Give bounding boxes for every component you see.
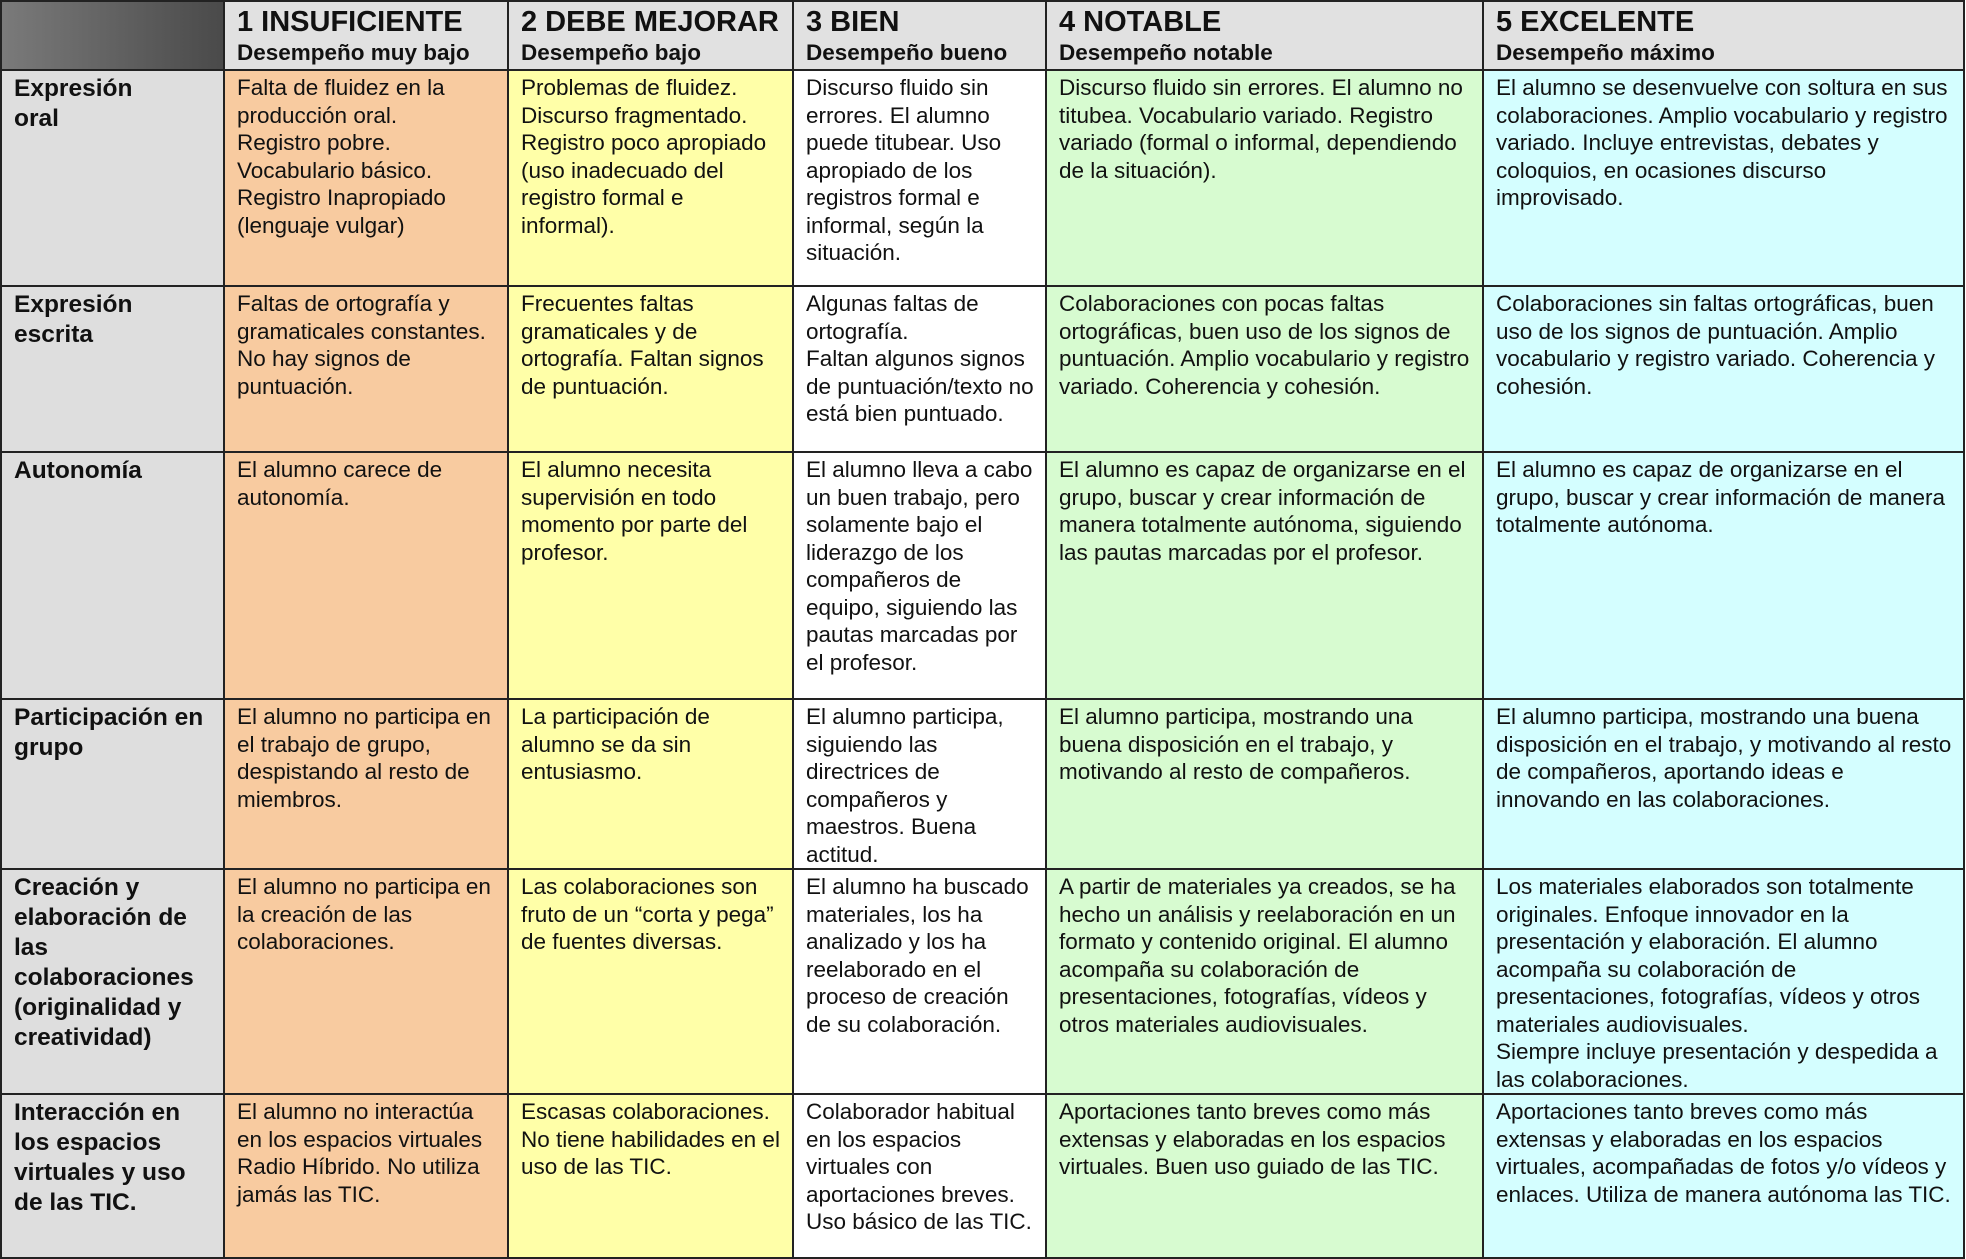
criterion-label: Autonomía [1, 452, 224, 699]
rubric-cell-level-3: El alumno ha buscado materiales, los ha analizado y los ha reelaborado en el proceso de creación de su colaboración. [793, 869, 1046, 1094]
level-title: 4 NOTABLE [1059, 6, 1222, 38]
rubric-row-expresion-oral [1, 70, 1964, 286]
rubric-cell-level-4: El alumno participa, mostrando una buena disposición en el trabajo, y motivando al resto de compañeros. [1046, 699, 1483, 869]
rubric-cell-level-5: El alumno se desenvuelve con soltura en sus colaboraciones. Amplio vocabulario y registro variado. Incluye entrevistas, debates y coloquios, en ocasiones discurso improvisado. [1483, 70, 1964, 286]
rubric-cell-level-3: Algunas faltas de ortografía. Faltan algunos signos de puntuación/texto no está bien puntuado. [793, 286, 1046, 452]
corner-cell [1, 1, 224, 70]
rubric-cell-level-2: Frecuentes faltas gramaticales y de ortografía. Faltan signos de puntuación. [508, 286, 793, 452]
criterion-label: Creación y elaboración de las colaboraciones (originalidad y creatividad) [1, 869, 224, 1094]
criterion-label: Interacción en los espacios virtuales y uso de las TIC. [1, 1094, 224, 1258]
rubric-cell-level-2: El alumno necesita supervisión en todo momento por parte del profesor. [508, 452, 793, 699]
level-description: Desempeño notable [1059, 40, 1273, 65]
rubric-cell-level-2: Las colaboraciones son fruto de un “corta y pega” de fuentes diversas. [508, 869, 793, 1094]
level-header-2 [508, 1, 793, 70]
level-title: 2 DEBE MEJORAR [521, 6, 779, 38]
level-header-5 [1483, 1, 1964, 70]
rubric-cell-level-1: Falta de fluidez en la producción oral. Registro pobre. Vocabulario básico. Registro Inapropiado (lenguaje vulgar) [224, 70, 508, 286]
criterion-label: Expresión escrita [1, 286, 224, 452]
level-header-3 [793, 1, 1046, 70]
rubric-cell-level-1: El alumno no participa en el trabajo de grupo, despistando al resto de miembros. [224, 699, 508, 869]
level-description: Desempeño bajo [521, 40, 702, 65]
level-header-4 [1046, 1, 1483, 70]
criterion-label: Expresión oral [1, 70, 224, 286]
rubric-cell-level-4: Aportaciones tanto breves como más extensas y elaboradas en los espacios virtuales. Buen uso guiado de las TIC. [1046, 1094, 1483, 1258]
rubric-cell-level-5: El alumno participa, mostrando una buena disposición en el trabajo, y motivando al resto de compañeros, aportando ideas e innovando en las colaboraciones. [1483, 699, 1964, 869]
rubric-cell-level-4: Colaboraciones con pocas faltas ortográficas, buen uso de los signos de puntuación. Amplio vocabulario y registro variado. Coherencia y cohesión. [1046, 286, 1483, 452]
level-description: Desempeño bueno [806, 40, 1008, 65]
criterion-label: Participación en grupo [1, 699, 224, 869]
level-header-1 [224, 1, 508, 70]
rubric-cell-level-5: Los materiales elaborados son totalmente originales. Enfoque innovador en la presentación y elaboración. El alumno acompaña su colaboración de presentaciones, fotografías, vídeos y otros materiales audiovisuales. Siempre incluye presentación y despedida a las colaboraciones. [1483, 869, 1964, 1094]
rubric-row-participacion [1, 699, 1964, 869]
rubric-row-autonomia [1, 452, 1964, 699]
rubric-cell-level-1: Faltas de ortografía y gramaticales constantes. No hay signos de puntuación. [224, 286, 508, 452]
rubric-cell-level-3: Discurso fluido sin errores. El alumno puede titubear. Uso apropiado de los registros formal e informal, según la situación. [793, 70, 1046, 286]
rubric-cell-level-5: Aportaciones tanto breves como más extensas y elaboradas en los espacios virtuales, acompañadas de fotos y/o vídeos y enlaces. Utiliza de manera autónoma las TIC. [1483, 1094, 1964, 1258]
rubric-cell-level-1: El alumno no interactúa en los espacios virtuales Radio Híbrido. No utiliza jamás las TIC. [224, 1094, 508, 1258]
rubric-cell-level-1: El alumno no participa en la creación de las colaboraciones. [224, 869, 508, 1094]
level-title: 5 EXCELENTE [1496, 6, 1695, 38]
rubric-row-creacion [1, 869, 1964, 1094]
rubric-cell-level-1: El alumno carece de autonomía. [224, 452, 508, 699]
rubric-cell-level-3: Colaborador habitual en los espacios virtuales con aportaciones breves. Uso básico de las TIC. [793, 1094, 1046, 1258]
level-title: 3 BIEN [806, 6, 900, 38]
rubric-cell-level-4: A partir de materiales ya creados, se ha hecho un análisis y reelaboración en un formato y contenido original. El alumno acompaña su colaboración de presentaciones, fotografías, vídeos y otros materiales audiovisuales. [1046, 869, 1483, 1094]
header-row [1, 1, 1964, 70]
rubric-cell-level-3: El alumno lleva a cabo un buen trabajo, pero solamente bajo el liderazgo de los compañeros de equipo, siguiendo las pautas marcadas por el profesor. [793, 452, 1046, 699]
level-title: 1 INSUFICIENTE [237, 6, 463, 38]
rubric-cell-level-2: La participación de alumno se da sin entusiasmo. [508, 699, 793, 869]
rubric-cell-level-4: Discurso fluido sin errores. El alumno no titubea. Vocabulario variado. Registro variado (formal o informal, dependiendo de la situación). [1046, 70, 1483, 286]
rubric-cell-level-5: Colaboraciones sin faltas ortográficas, buen uso de los signos de puntuación. Amplio vocabulario y registro variado. Coherencia y cohesión. [1483, 286, 1964, 452]
rubric-cell-level-3: El alumno participa, siguiendo las directrices de compañeros y maestros. Buena actitud. [793, 699, 1046, 869]
rubric-cell-level-2: Escasas colaboraciones. No tiene habilidades en el uso de las TIC. [508, 1094, 793, 1258]
rubric-row-expresion-escrita [1, 286, 1964, 452]
rubric-row-interaccion [1, 1094, 1964, 1258]
level-description: Desempeño máximo [1496, 40, 1715, 65]
rubric-cell-level-5: El alumno es capaz de organizarse en el grupo, buscar y crear información de manera totalmente autónoma. [1483, 452, 1964, 699]
rubric-cell-level-4: El alumno es capaz de organizarse en el grupo, buscar y crear información de manera totalmente autónoma, siguiendo las pautas marcadas por el profesor. [1046, 452, 1483, 699]
rubric-cell-level-2: Problemas de fluidez. Discurso fragmentado. Registro poco apropiado (uso inadecuado del registro formal e informal). [508, 70, 793, 286]
level-description: Desempeño muy bajo [237, 40, 470, 65]
